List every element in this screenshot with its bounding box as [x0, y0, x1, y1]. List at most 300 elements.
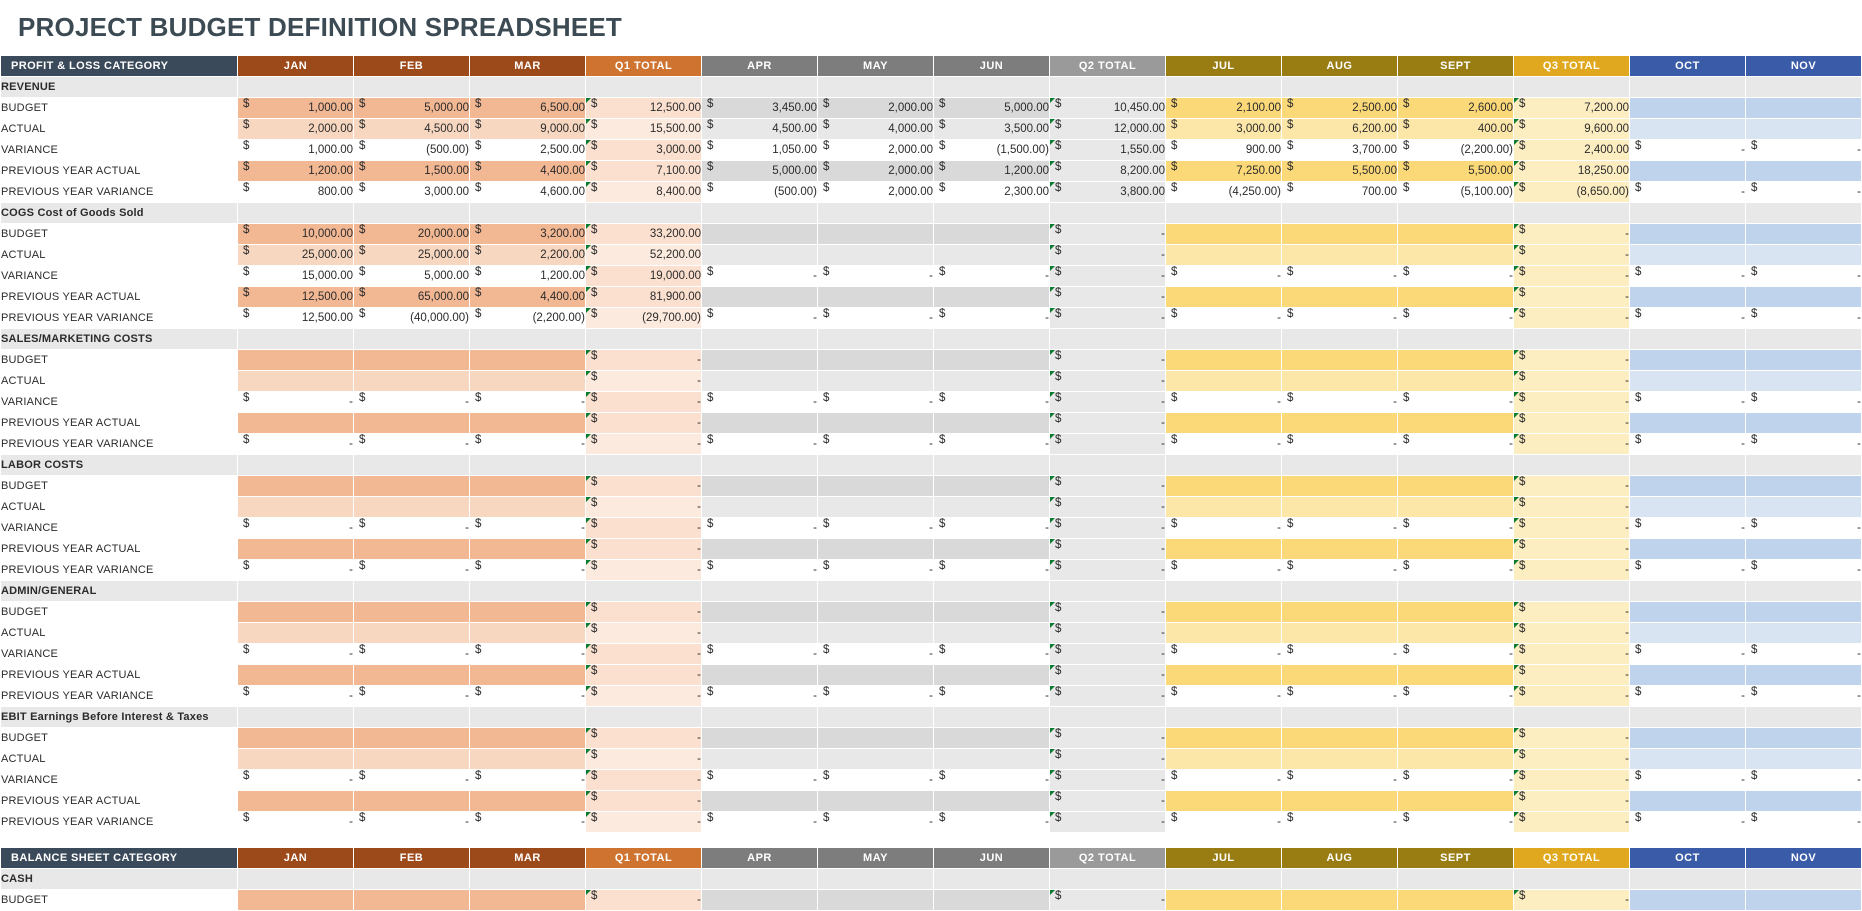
data-cell[interactable]	[934, 434, 1050, 455]
data-cell[interactable]	[818, 665, 934, 686]
data-cell[interactable]	[238, 140, 354, 161]
data-cell[interactable]	[470, 224, 586, 245]
data-cell[interactable]	[1630, 245, 1746, 266]
data-cell[interactable]	[238, 161, 354, 182]
data-cell[interactable]	[1282, 539, 1398, 560]
data-cell[interactable]	[1050, 119, 1166, 140]
data-cell[interactable]	[818, 434, 934, 455]
data-cell[interactable]	[1050, 770, 1166, 791]
balance-header-q2-total[interactable]: Q2 TOTAL	[1050, 848, 1166, 869]
data-cell[interactable]	[818, 791, 934, 812]
data-cell[interactable]	[1166, 287, 1282, 308]
data-cell[interactable]	[702, 434, 818, 455]
data-cell[interactable]	[586, 413, 702, 434]
data-cell[interactable]	[1630, 224, 1746, 245]
data-cell[interactable]	[354, 728, 470, 749]
data-cell[interactable]	[1514, 812, 1630, 833]
data-cell[interactable]	[1514, 245, 1630, 266]
data-cell[interactable]	[1398, 728, 1514, 749]
data-cell[interactable]	[1514, 560, 1630, 581]
data-cell[interactable]	[586, 350, 702, 371]
balance-header-category[interactable]: BALANCE SHEET CATEGORY	[1, 848, 238, 869]
data-cell[interactable]	[818, 518, 934, 539]
data-cell[interactable]	[1282, 161, 1398, 182]
data-cell[interactable]	[1514, 350, 1630, 371]
data-cell[interactable]	[1166, 413, 1282, 434]
data-cell[interactable]	[1398, 518, 1514, 539]
data-cell[interactable]	[586, 140, 702, 161]
data-cell[interactable]	[354, 140, 470, 161]
data-cell[interactable]	[1282, 287, 1398, 308]
data-cell[interactable]	[354, 791, 470, 812]
data-cell[interactable]	[470, 350, 586, 371]
data-cell[interactable]	[1746, 224, 1862, 245]
header-jun[interactable]: JUN	[934, 56, 1050, 77]
data-cell[interactable]	[934, 749, 1050, 770]
data-cell[interactable]	[934, 623, 1050, 644]
balance-header-may[interactable]: MAY	[818, 848, 934, 869]
data-cell[interactable]	[1630, 266, 1746, 287]
data-cell[interactable]	[586, 371, 702, 392]
data-cell[interactable]	[818, 224, 934, 245]
data-cell[interactable]	[1282, 728, 1398, 749]
data-cell[interactable]	[470, 434, 586, 455]
data-cell[interactable]	[1282, 140, 1398, 161]
data-cell[interactable]	[934, 497, 1050, 518]
data-cell[interactable]	[1746, 686, 1862, 707]
data-cell[interactable]	[934, 392, 1050, 413]
data-cell[interactable]	[586, 287, 702, 308]
data-cell[interactable]	[1050, 602, 1166, 623]
data-cell[interactable]	[470, 560, 586, 581]
balance-header-aug[interactable]: AUG	[1282, 848, 1398, 869]
data-cell[interactable]	[1398, 245, 1514, 266]
data-cell[interactable]	[470, 770, 586, 791]
data-cell[interactable]	[1050, 686, 1166, 707]
data-cell[interactable]	[1050, 518, 1166, 539]
data-cell[interactable]	[586, 728, 702, 749]
data-cell[interactable]	[1746, 890, 1862, 911]
data-cell[interactable]	[586, 890, 702, 911]
data-cell[interactable]	[1050, 812, 1166, 833]
data-cell[interactable]	[1282, 245, 1398, 266]
data-cell[interactable]	[1050, 560, 1166, 581]
data-cell[interactable]	[1398, 539, 1514, 560]
balance-header-sept[interactable]: SEPT	[1398, 848, 1514, 869]
data-cell[interactable]	[586, 98, 702, 119]
data-cell[interactable]	[586, 812, 702, 833]
data-cell[interactable]	[1514, 119, 1630, 140]
data-cell[interactable]	[238, 476, 354, 497]
data-cell[interactable]	[1398, 560, 1514, 581]
data-cell[interactable]	[1514, 413, 1630, 434]
data-cell[interactable]	[1514, 770, 1630, 791]
balance-header-feb[interactable]: FEB	[354, 848, 470, 869]
data-cell[interactable]	[702, 266, 818, 287]
data-cell[interactable]	[1282, 665, 1398, 686]
data-cell[interactable]	[934, 224, 1050, 245]
data-cell[interactable]	[1166, 539, 1282, 560]
data-cell[interactable]	[1514, 224, 1630, 245]
data-cell[interactable]	[1282, 119, 1398, 140]
data-cell[interactable]	[1746, 791, 1862, 812]
data-cell[interactable]	[586, 497, 702, 518]
data-cell[interactable]	[702, 890, 818, 911]
data-cell[interactable]	[1050, 644, 1166, 665]
data-cell[interactable]	[586, 224, 702, 245]
data-cell[interactable]	[238, 539, 354, 560]
data-cell[interactable]	[1282, 623, 1398, 644]
data-cell[interactable]	[1166, 770, 1282, 791]
data-cell[interactable]	[354, 308, 470, 329]
data-cell[interactable]	[470, 119, 586, 140]
data-cell[interactable]	[238, 665, 354, 686]
data-cell[interactable]	[354, 890, 470, 911]
data-cell[interactable]	[354, 413, 470, 434]
data-cell[interactable]	[238, 890, 354, 911]
data-cell[interactable]	[470, 686, 586, 707]
data-cell[interactable]	[818, 770, 934, 791]
data-cell[interactable]	[1630, 350, 1746, 371]
data-cell[interactable]	[238, 245, 354, 266]
data-cell[interactable]	[934, 770, 1050, 791]
data-cell[interactable]	[470, 518, 586, 539]
data-cell[interactable]	[702, 224, 818, 245]
header-may[interactable]: MAY	[818, 56, 934, 77]
data-cell[interactable]	[470, 413, 586, 434]
data-cell[interactable]	[702, 560, 818, 581]
data-cell[interactable]	[1514, 791, 1630, 812]
data-cell[interactable]	[238, 308, 354, 329]
data-cell[interactable]	[934, 602, 1050, 623]
data-cell[interactable]	[586, 623, 702, 644]
data-cell[interactable]	[354, 644, 470, 665]
data-cell[interactable]	[354, 266, 470, 287]
data-cell[interactable]	[818, 623, 934, 644]
data-cell[interactable]	[818, 287, 934, 308]
data-cell[interactable]	[702, 791, 818, 812]
data-cell[interactable]	[934, 890, 1050, 911]
data-cell[interactable]	[470, 812, 586, 833]
data-cell[interactable]	[354, 623, 470, 644]
data-cell[interactable]	[818, 161, 934, 182]
data-cell[interactable]	[238, 224, 354, 245]
data-cell[interactable]	[818, 686, 934, 707]
data-cell[interactable]	[1050, 749, 1166, 770]
data-cell[interactable]	[354, 287, 470, 308]
data-cell[interactable]	[586, 161, 702, 182]
data-cell[interactable]	[1630, 392, 1746, 413]
data-cell[interactable]	[818, 812, 934, 833]
data-cell[interactable]	[1746, 308, 1862, 329]
header-apr[interactable]: APR	[702, 56, 818, 77]
balance-header-nov[interactable]: NOV	[1746, 848, 1862, 869]
data-cell[interactable]	[586, 602, 702, 623]
data-cell[interactable]	[702, 392, 818, 413]
data-cell[interactable]	[934, 728, 1050, 749]
data-cell[interactable]	[1746, 140, 1862, 161]
data-cell[interactable]	[818, 749, 934, 770]
data-cell[interactable]	[238, 644, 354, 665]
data-cell[interactable]	[1630, 665, 1746, 686]
data-cell[interactable]	[586, 770, 702, 791]
data-cell[interactable]	[1630, 119, 1746, 140]
balance-header-q3-total[interactable]: Q3 TOTAL	[1514, 848, 1630, 869]
data-cell[interactable]	[1630, 644, 1746, 665]
data-cell[interactable]	[1282, 791, 1398, 812]
data-cell[interactable]	[934, 560, 1050, 581]
data-cell[interactable]	[238, 812, 354, 833]
data-cell[interactable]	[1746, 812, 1862, 833]
data-cell[interactable]	[470, 602, 586, 623]
data-cell[interactable]	[818, 98, 934, 119]
data-cell[interactable]	[1630, 560, 1746, 581]
data-cell[interactable]	[818, 119, 934, 140]
data-cell[interactable]	[470, 140, 586, 161]
data-cell[interactable]	[354, 518, 470, 539]
data-cell[interactable]	[1166, 518, 1282, 539]
data-cell[interactable]	[1398, 476, 1514, 497]
data-cell[interactable]	[354, 371, 470, 392]
data-cell[interactable]	[1630, 161, 1746, 182]
data-cell[interactable]	[238, 560, 354, 581]
data-cell[interactable]	[1050, 161, 1166, 182]
data-cell[interactable]	[354, 392, 470, 413]
header-feb[interactable]: FEB	[354, 56, 470, 77]
data-cell[interactable]	[1166, 665, 1282, 686]
data-cell[interactable]	[818, 497, 934, 518]
data-cell[interactable]	[1166, 371, 1282, 392]
data-cell[interactable]	[1398, 350, 1514, 371]
data-cell[interactable]	[1514, 728, 1630, 749]
data-cell[interactable]	[1166, 728, 1282, 749]
data-cell[interactable]	[1050, 308, 1166, 329]
data-cell[interactable]	[1282, 602, 1398, 623]
data-cell[interactable]	[470, 497, 586, 518]
data-cell[interactable]	[586, 560, 702, 581]
data-cell[interactable]	[818, 245, 934, 266]
data-cell[interactable]	[1630, 518, 1746, 539]
data-cell[interactable]	[1514, 98, 1630, 119]
data-cell[interactable]	[1166, 161, 1282, 182]
data-cell[interactable]	[702, 140, 818, 161]
data-cell[interactable]	[702, 749, 818, 770]
data-cell[interactable]	[702, 476, 818, 497]
data-cell[interactable]	[1630, 182, 1746, 203]
data-cell[interactable]	[702, 119, 818, 140]
data-cell[interactable]	[934, 308, 1050, 329]
data-cell[interactable]	[470, 161, 586, 182]
data-cell[interactable]	[1746, 413, 1862, 434]
data-cell[interactable]	[1746, 665, 1862, 686]
data-cell[interactable]	[702, 161, 818, 182]
data-cell[interactable]	[470, 371, 586, 392]
balance-header-jun[interactable]: JUN	[934, 848, 1050, 869]
data-cell[interactable]	[934, 644, 1050, 665]
data-cell[interactable]	[1514, 644, 1630, 665]
data-cell[interactable]	[238, 182, 354, 203]
data-cell[interactable]	[354, 161, 470, 182]
data-cell[interactable]	[354, 770, 470, 791]
data-cell[interactable]	[934, 140, 1050, 161]
data-cell[interactable]	[1398, 890, 1514, 911]
data-cell[interactable]	[1398, 812, 1514, 833]
data-cell[interactable]	[1398, 602, 1514, 623]
data-cell[interactable]	[1166, 623, 1282, 644]
data-cell[interactable]	[1166, 890, 1282, 911]
data-cell[interactable]	[1050, 392, 1166, 413]
data-cell[interactable]	[586, 119, 702, 140]
data-cell[interactable]	[818, 182, 934, 203]
data-cell[interactable]	[1398, 749, 1514, 770]
data-cell[interactable]	[470, 728, 586, 749]
data-cell[interactable]	[1630, 413, 1746, 434]
data-cell[interactable]	[702, 686, 818, 707]
data-cell[interactable]	[1746, 98, 1862, 119]
data-cell[interactable]	[354, 98, 470, 119]
data-cell[interactable]	[1282, 497, 1398, 518]
data-cell[interactable]	[934, 812, 1050, 833]
data-cell[interactable]	[1282, 476, 1398, 497]
data-cell[interactable]	[1630, 98, 1746, 119]
data-cell[interactable]	[1630, 812, 1746, 833]
data-cell[interactable]	[1630, 308, 1746, 329]
data-cell[interactable]	[1282, 224, 1398, 245]
data-cell[interactable]	[586, 434, 702, 455]
data-cell[interactable]	[1282, 518, 1398, 539]
data-cell[interactable]	[1514, 602, 1630, 623]
data-cell[interactable]	[354, 539, 470, 560]
data-cell[interactable]	[354, 476, 470, 497]
data-cell[interactable]	[354, 245, 470, 266]
data-cell[interactable]	[934, 245, 1050, 266]
data-cell[interactable]	[1398, 161, 1514, 182]
data-cell[interactable]	[934, 791, 1050, 812]
header-q3-total[interactable]: Q3 TOTAL	[1514, 56, 1630, 77]
data-cell[interactable]	[1630, 602, 1746, 623]
data-cell[interactable]	[818, 140, 934, 161]
data-cell[interactable]	[1514, 749, 1630, 770]
data-cell[interactable]	[1282, 266, 1398, 287]
data-cell[interactable]	[1746, 266, 1862, 287]
data-cell[interactable]	[1514, 308, 1630, 329]
data-cell[interactable]	[238, 518, 354, 539]
data-cell[interactable]	[1398, 413, 1514, 434]
data-cell[interactable]	[1050, 665, 1166, 686]
data-cell[interactable]	[934, 476, 1050, 497]
data-cell[interactable]	[1050, 224, 1166, 245]
data-cell[interactable]	[1166, 476, 1282, 497]
data-cell[interactable]	[1050, 728, 1166, 749]
data-cell[interactable]	[1746, 602, 1862, 623]
data-cell[interactable]	[1630, 287, 1746, 308]
data-cell[interactable]	[470, 476, 586, 497]
data-cell[interactable]	[1050, 287, 1166, 308]
data-cell[interactable]	[470, 266, 586, 287]
data-cell[interactable]	[1514, 476, 1630, 497]
data-cell[interactable]	[1166, 644, 1282, 665]
data-cell[interactable]	[818, 560, 934, 581]
data-cell[interactable]	[1050, 266, 1166, 287]
data-cell[interactable]	[1282, 98, 1398, 119]
data-cell[interactable]	[586, 644, 702, 665]
data-cell[interactable]	[1514, 161, 1630, 182]
data-cell[interactable]	[1630, 890, 1746, 911]
data-cell[interactable]	[702, 518, 818, 539]
data-cell[interactable]	[1050, 182, 1166, 203]
data-cell[interactable]	[1282, 770, 1398, 791]
data-cell[interactable]	[470, 749, 586, 770]
header-sept[interactable]: SEPT	[1398, 56, 1514, 77]
data-cell[interactable]	[934, 161, 1050, 182]
data-cell[interactable]	[470, 623, 586, 644]
data-cell[interactable]	[586, 308, 702, 329]
data-cell[interactable]	[702, 245, 818, 266]
data-cell[interactable]	[470, 308, 586, 329]
data-cell[interactable]	[818, 392, 934, 413]
data-cell[interactable]	[1514, 497, 1630, 518]
data-cell[interactable]	[1050, 434, 1166, 455]
data-cell[interactable]	[1166, 119, 1282, 140]
data-cell[interactable]	[1746, 245, 1862, 266]
data-cell[interactable]	[354, 665, 470, 686]
data-cell[interactable]	[702, 182, 818, 203]
data-cell[interactable]	[238, 749, 354, 770]
data-cell[interactable]	[934, 350, 1050, 371]
data-cell[interactable]	[470, 392, 586, 413]
data-cell[interactable]	[238, 392, 354, 413]
data-cell[interactable]	[1166, 434, 1282, 455]
data-cell[interactable]	[586, 182, 702, 203]
data-cell[interactable]	[238, 728, 354, 749]
data-cell[interactable]	[702, 728, 818, 749]
data-cell[interactable]	[1630, 539, 1746, 560]
data-cell[interactable]	[1746, 161, 1862, 182]
data-cell[interactable]	[1398, 98, 1514, 119]
data-cell[interactable]	[1166, 266, 1282, 287]
data-cell[interactable]	[354, 749, 470, 770]
data-cell[interactable]	[1166, 749, 1282, 770]
data-cell[interactable]	[1514, 140, 1630, 161]
data-cell[interactable]	[818, 308, 934, 329]
data-cell[interactable]	[1746, 518, 1862, 539]
data-cell[interactable]	[238, 98, 354, 119]
data-cell[interactable]	[238, 623, 354, 644]
data-cell[interactable]	[1050, 245, 1166, 266]
data-cell[interactable]	[1166, 182, 1282, 203]
data-cell[interactable]	[1746, 623, 1862, 644]
data-cell[interactable]	[1166, 602, 1282, 623]
data-cell[interactable]	[1514, 890, 1630, 911]
data-cell[interactable]	[934, 413, 1050, 434]
data-cell[interactable]	[1282, 812, 1398, 833]
data-cell[interactable]	[1282, 350, 1398, 371]
data-cell[interactable]	[1282, 392, 1398, 413]
data-cell[interactable]	[934, 371, 1050, 392]
data-cell[interactable]	[238, 413, 354, 434]
header-category[interactable]: PROFIT & LOSS CATEGORY	[1, 56, 238, 77]
data-cell[interactable]	[702, 665, 818, 686]
data-cell[interactable]	[238, 266, 354, 287]
data-cell[interactable]	[818, 602, 934, 623]
data-cell[interactable]	[1398, 770, 1514, 791]
data-cell[interactable]	[586, 665, 702, 686]
data-cell[interactable]	[1746, 497, 1862, 518]
data-cell[interactable]	[934, 686, 1050, 707]
data-cell[interactable]	[1398, 434, 1514, 455]
data-cell[interactable]	[934, 287, 1050, 308]
data-cell[interactable]	[702, 371, 818, 392]
